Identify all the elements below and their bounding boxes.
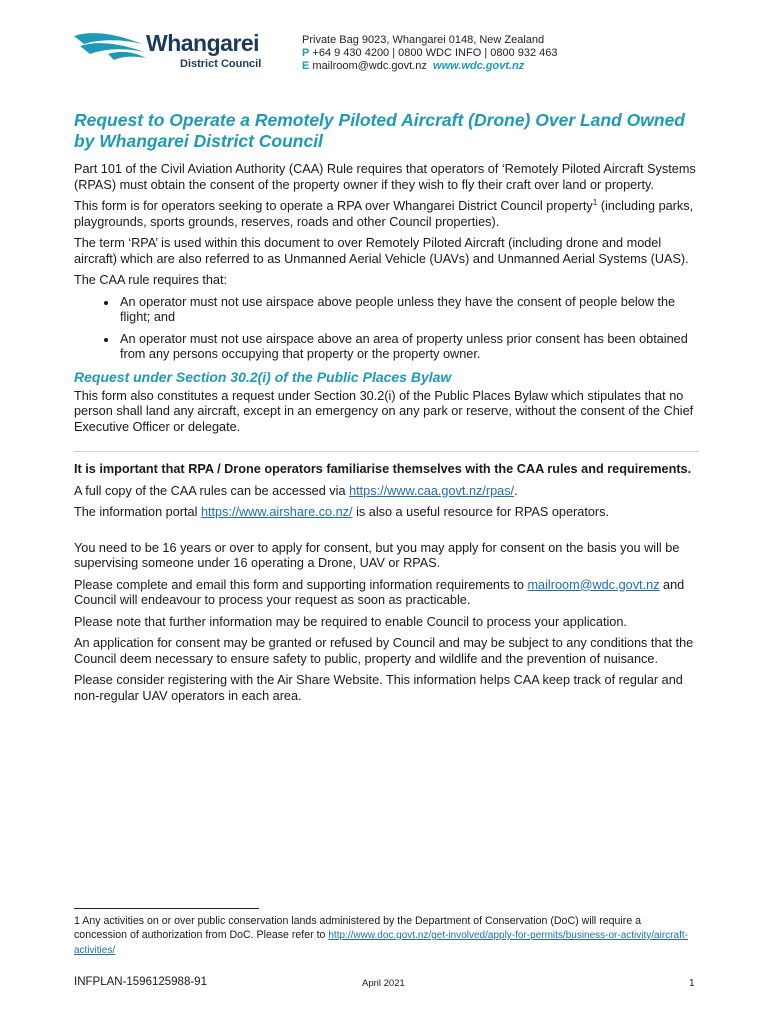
notes-paragraph-3: Please note that further information may be required to enable Council to process your application. — [74, 614, 627, 629]
footnote-text: 1 Any activities on or over public conservation lands administered by the Department of Conservation (DoC) will require a concession of authorization from DoC. Please refer to — [74, 915, 642, 941]
notes-p2-rest: and Council will endeavour to process your request as soon as practicable. — [74, 577, 685, 607]
intro-paragraph-1: Part 101 of the Civil Aviation Authority (CAA) Rule requires that operators of ‘Remotely Piloted Aircraft Systems (RPAS) must obtain the consent of the property owner if they wish to fly their craft over land or property. — [74, 162, 696, 192]
list-item: • An operator must not use airspace above people unless they have the consent of people below the flight; and — [118, 295, 696, 326]
caa-rules-line — [74, 484, 696, 500]
notes-paragraph-5: Please consider registering with the Air Share Website. This information helps CAA keep track of regular and non-regular UAV operators in each area. — [74, 673, 683, 703]
address: Private Bag 9023, Whangarei 0148, New Zealand — [302, 34, 545, 46]
logo-subtitle: District Council — [180, 58, 262, 70]
section-paragraph: This form also constitutes a request under Section 30.2(i) of the Public Places Bylaw which stipulates that no person shall land any aircraft, except in an emergency on any park or reserve, without the consent of the Chief Executive Officer or delegate. — [74, 388, 694, 434]
page-number: 1 — [689, 978, 695, 989]
contact-block — [302, 34, 558, 73]
airshare-line-text: The information portal — [74, 505, 201, 519]
intro-p2-text: This form is for operators seeking to operate a RPA over Whangarei District Council property — [74, 199, 593, 213]
divider — [74, 451, 699, 452]
intro-paragraph-4: The CAA rule requires that: — [74, 273, 228, 287]
email[interactable]: mailroom@wdc.govt.nz — [312, 60, 427, 72]
phone-key: P — [302, 47, 310, 59]
airshare-line — [74, 505, 696, 521]
email-line — [302, 60, 558, 73]
important-notice: It is important that RPA / Drone operators familiarise themselves with the CAA rules and requirements. — [74, 462, 692, 476]
intro-paragraph-2 — [74, 199, 696, 230]
mailroom-email-link[interactable]: mailroom@wdc.govt.nz — [527, 577, 660, 592]
notes-p2-text: Please complete and email this form and supporting information requirements to — [74, 577, 528, 592]
list-item: • An operator must not use airspace above an area of property unless prior consent has been obtained from any persons occupying that property or the property owner. — [118, 332, 696, 363]
airshare-line-end: is also a useful resource for RPAS operators. — [352, 505, 609, 519]
document-date: April 2021 — [362, 978, 405, 989]
logo-wordmark: Whangarei — [146, 30, 260, 56]
spacer — [74, 527, 696, 541]
caa-line-end: . — [514, 483, 518, 498]
footnote — [74, 914, 696, 958]
main-content — [74, 110, 696, 710]
email-key: E — [302, 60, 310, 72]
caa-rules-list — [74, 295, 696, 363]
phone: +64 9 430 4200 | 0800 WDC INFO | 0800 932 463 — [312, 47, 558, 59]
doc-permits-link[interactable]: http://www.doc.govt.nz/get-involved/apply-for-permits/business-or-activity/aircraft-activities/ — [74, 930, 688, 956]
notes-paragraph-4: An application for consent may be granted or refused by Council and may be subject to any conditions that the Council deem necessary to ensure safety to public, property and wildlife and the prevention of nuisance. — [74, 636, 694, 666]
footnote-divider — [74, 908, 259, 909]
airshare-link[interactable]: https://www.airshare.co.nz/ — [200, 505, 353, 519]
footnote-marker: 1 — [592, 197, 598, 207]
caa-line-text: A full copy of the CAA rules can be accessed via — [74, 483, 350, 498]
intro-paragraph-3: The term ‘RPA’ is used within this document to over Remotely Piloted Aircraft (including drone and model aircraft) which are also referred to as Unmanned Aerial Vehicle (UAVs) and Unmanned Aerial Systems (UAS). — [74, 236, 689, 266]
page-title: Request to Operate a Remotely Piloted Aircraft (Drone) Over Land Owned by Whangarei District Council — [74, 110, 685, 151]
intro-p2-rest: (including parks, playgrounds, sports grounds, reserves, roads and other Council properties). — [74, 199, 694, 229]
notes-paragraph-2 — [74, 578, 696, 609]
notes-paragraph-1: You need to be 16 years or over to apply for consent, but you may apply for consent on the basis you will be supervising someone under 16 operating a Drone, UAV or RPAS. — [74, 540, 680, 570]
phone-line — [302, 47, 558, 60]
document-id: INFPLAN-1596125988-91 — [74, 976, 207, 988]
section-heading: Request under Section 30.2(i) of the Public Places Bylaw — [74, 368, 452, 385]
website-link[interactable]: www.wdc.govt.nz — [433, 60, 525, 72]
caa-rules-link[interactable]: https://www.caa.govt.nz/rpas/ — [349, 483, 515, 498]
